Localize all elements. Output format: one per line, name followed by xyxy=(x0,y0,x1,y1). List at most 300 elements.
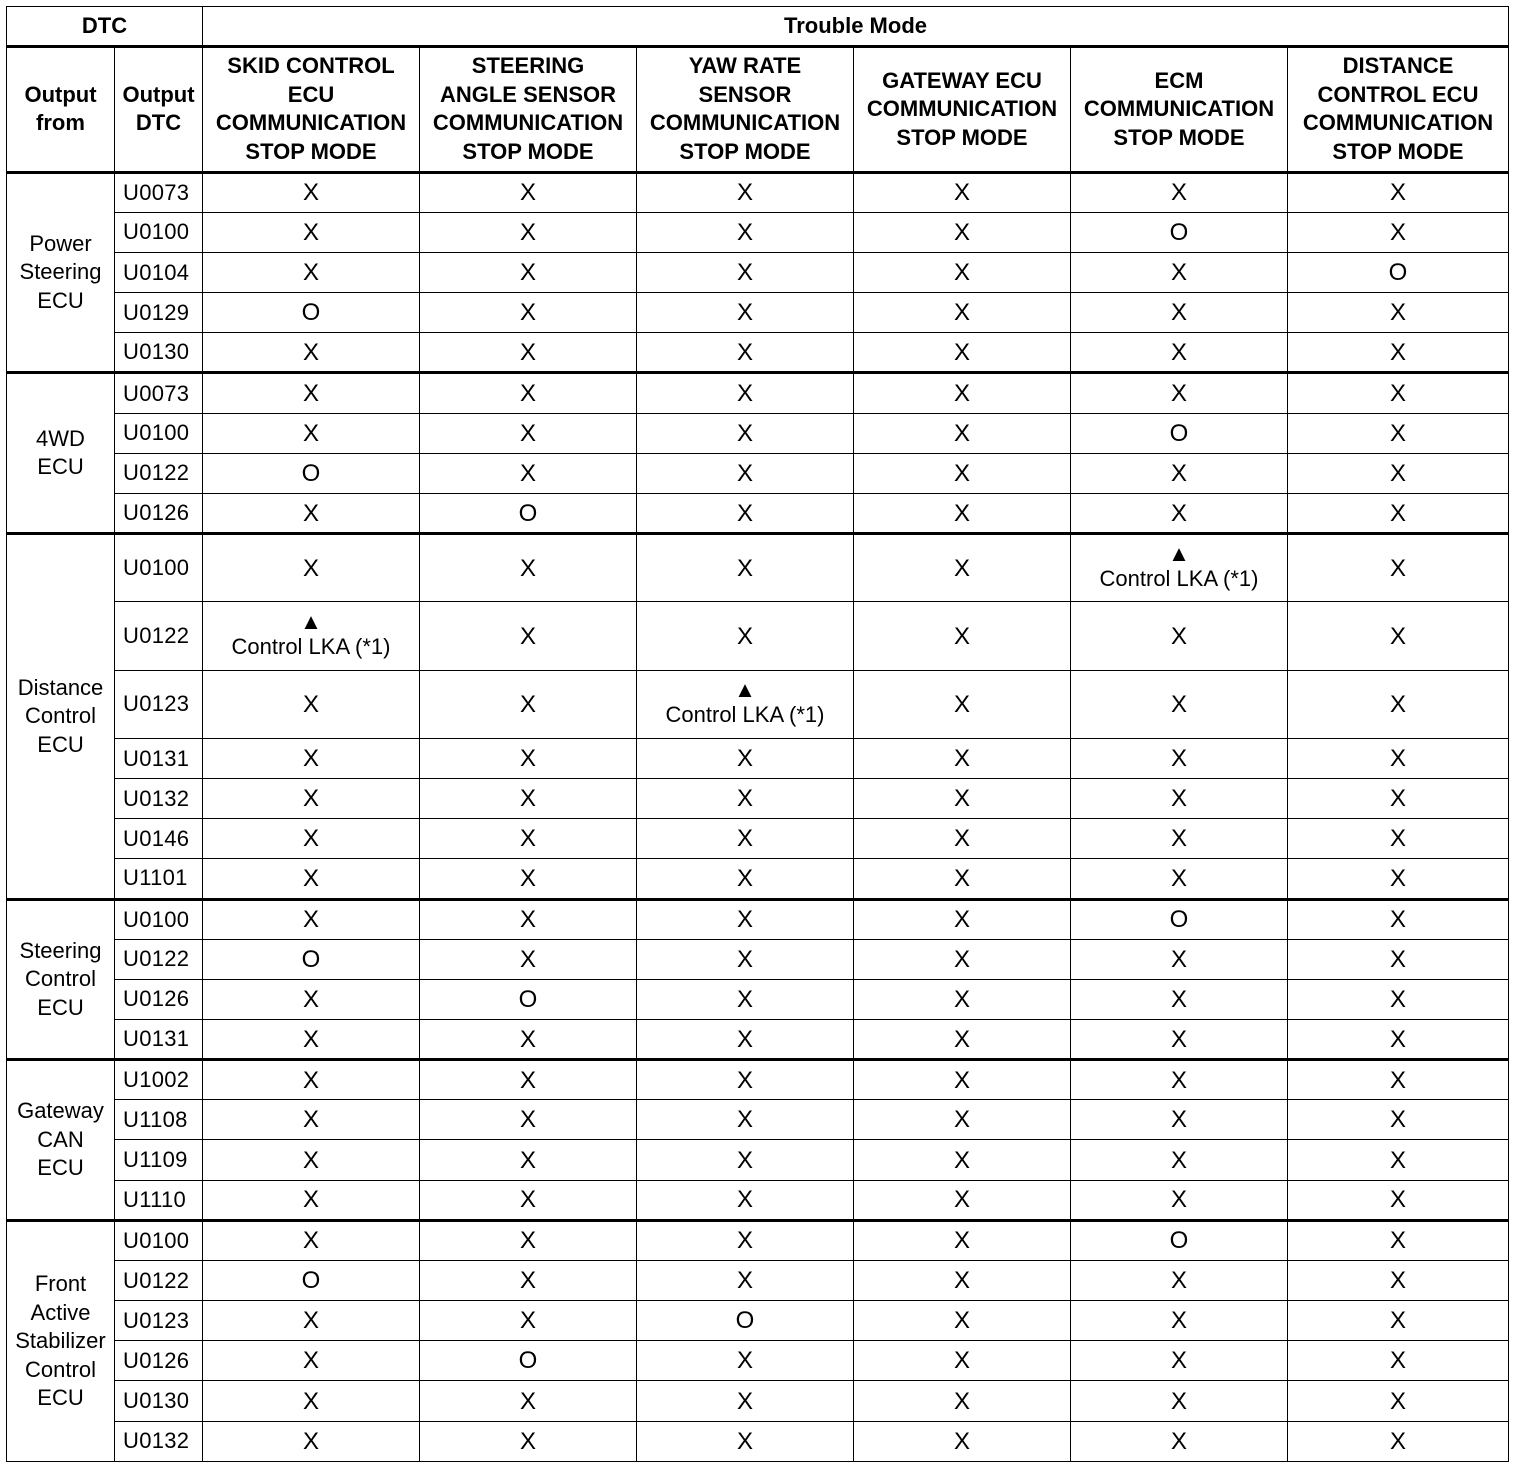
x-mark: X xyxy=(302,1427,319,1455)
x-mark: X xyxy=(736,259,753,287)
x-mark: X xyxy=(736,825,753,853)
x-mark: X xyxy=(519,1307,536,1335)
x-mark: X xyxy=(736,1387,753,1415)
x-mark: X xyxy=(736,338,753,366)
mode-cell xyxy=(203,939,420,979)
mode-cell xyxy=(1071,1020,1288,1060)
mode-cell xyxy=(637,1100,854,1140)
mode-cell xyxy=(1288,172,1509,212)
x-mark: X xyxy=(953,906,970,934)
x-mark: X xyxy=(1389,380,1406,408)
mode-cell xyxy=(854,1100,1071,1140)
mode-cell xyxy=(637,859,854,899)
mode-cell xyxy=(420,413,637,453)
text-line: Steering xyxy=(19,937,102,963)
cell-note: Control LKA (*1) xyxy=(1099,566,1259,592)
triangle-icon: ▲ xyxy=(734,677,756,703)
dtc-code-cell: U0100 xyxy=(115,1220,203,1260)
table-body xyxy=(7,7,1509,1462)
table-row xyxy=(7,670,1509,738)
mode-header-2 xyxy=(420,47,637,173)
x-mark: X xyxy=(1389,1307,1406,1335)
dtc-code-cell: U0073 xyxy=(115,172,203,212)
x-mark: X xyxy=(953,1307,970,1335)
x-mark: X xyxy=(1170,259,1187,287)
text-line: Control xyxy=(25,1356,96,1382)
x-mark: X xyxy=(519,1025,536,1053)
x-mark: X xyxy=(302,1387,319,1415)
mode-cell xyxy=(203,779,420,819)
mode-cell xyxy=(854,899,1071,939)
dtc-header: DTC xyxy=(7,7,203,47)
x-mark: X xyxy=(736,1427,753,1455)
x-mark: X xyxy=(1170,499,1187,527)
x-mark: X xyxy=(736,499,753,527)
mode-cell xyxy=(203,373,420,413)
table-row xyxy=(7,373,1509,413)
mode-header-4 xyxy=(854,47,1071,173)
mode-cell xyxy=(203,453,420,493)
text-line: 4WD xyxy=(36,425,85,451)
x-mark: X xyxy=(302,1227,319,1255)
x-mark: X xyxy=(519,259,536,287)
text-line: Control xyxy=(25,703,96,729)
x-mark: X xyxy=(519,622,536,650)
mode-cell xyxy=(854,453,1071,493)
mode-cell xyxy=(854,493,1071,533)
mode-cell xyxy=(203,670,420,738)
mode-cell xyxy=(854,293,1071,333)
mode-cell xyxy=(1288,1060,1509,1100)
x-mark: X xyxy=(1389,906,1406,934)
text-line: Output xyxy=(122,81,195,107)
mode-cell xyxy=(637,1381,854,1421)
x-mark: X xyxy=(302,259,319,287)
mode-cell xyxy=(1288,413,1509,453)
mode-cell xyxy=(854,779,1071,819)
mode-cell xyxy=(1071,534,1288,602)
text-line: ECU xyxy=(37,731,84,757)
mode-cell xyxy=(420,819,637,859)
x-mark: X xyxy=(302,1186,319,1214)
x-mark: X xyxy=(1170,1267,1187,1295)
x-mark: X xyxy=(736,459,753,487)
mode-cell xyxy=(1288,1020,1509,1060)
x-mark: X xyxy=(953,1146,970,1174)
x-mark: X xyxy=(302,1066,319,1094)
x-mark: X xyxy=(736,622,753,650)
mode-cell xyxy=(854,738,1071,778)
x-mark: X xyxy=(953,690,970,718)
mode-cell xyxy=(854,1140,1071,1180)
mode-cell xyxy=(1288,859,1509,899)
x-mark: X xyxy=(736,299,753,327)
mode-cell xyxy=(637,252,854,292)
table-row xyxy=(7,979,1509,1019)
mode-cell xyxy=(1071,1180,1288,1220)
x-mark: X xyxy=(519,380,536,408)
x-mark: X xyxy=(1389,1387,1406,1415)
dtc-code-cell: U0122 xyxy=(115,453,203,493)
x-mark: X xyxy=(736,864,753,892)
text-line: COMMUNICATION xyxy=(1083,96,1275,122)
x-mark: X xyxy=(519,825,536,853)
mode-cell xyxy=(203,819,420,859)
mode-cell xyxy=(1071,779,1288,819)
table-row xyxy=(7,939,1509,979)
text-line: Output xyxy=(24,81,97,107)
x-mark: X xyxy=(1170,1066,1187,1094)
x-mark: X xyxy=(1389,825,1406,853)
x-mark: X xyxy=(953,1387,970,1415)
mode-cell xyxy=(420,453,637,493)
x-mark: X xyxy=(519,906,536,934)
text-line: ECU xyxy=(287,81,335,107)
mode-cell xyxy=(1071,373,1288,413)
dtc-code-cell: U0129 xyxy=(115,293,203,333)
mode-cell xyxy=(203,493,420,533)
mode-cell xyxy=(637,293,854,333)
x-mark: X xyxy=(736,1146,753,1174)
mode-cell xyxy=(1071,819,1288,859)
mode-cell xyxy=(854,212,1071,252)
x-mark: X xyxy=(953,1066,970,1094)
circle-mark: O xyxy=(735,1307,755,1335)
output-from-cell xyxy=(7,172,115,373)
x-mark: X xyxy=(1389,1025,1406,1053)
mode-cell xyxy=(1071,670,1288,738)
mode-cell xyxy=(1288,373,1509,413)
text-line: Active xyxy=(30,1299,91,1325)
dtc-code-cell: U0122 xyxy=(115,602,203,670)
mode-cell xyxy=(854,859,1071,899)
x-mark: X xyxy=(519,1106,536,1134)
x-mark: X xyxy=(1389,1186,1406,1214)
header-row-columns xyxy=(7,47,1509,173)
mode-cell xyxy=(854,172,1071,212)
x-mark: X xyxy=(302,1146,319,1174)
dtc-code-cell: U0126 xyxy=(115,1341,203,1381)
x-mark: X xyxy=(519,419,536,447)
x-mark: X xyxy=(736,1025,753,1053)
mode-cell xyxy=(637,979,854,1019)
x-mark: X xyxy=(519,1387,536,1415)
x-mark: X xyxy=(736,554,753,582)
mode-cell xyxy=(637,453,854,493)
table-row xyxy=(7,859,1509,899)
trouble-mode-header: Trouble Mode xyxy=(203,7,1509,47)
mode-cell xyxy=(1071,1140,1288,1180)
mode-cell xyxy=(637,1260,854,1300)
x-mark: X xyxy=(1170,690,1187,718)
mode-cell xyxy=(854,1341,1071,1381)
x-mark: X xyxy=(1389,945,1406,973)
mode-cell xyxy=(1288,819,1509,859)
x-mark: X xyxy=(302,690,319,718)
mode-cell xyxy=(1288,779,1509,819)
x-mark: X xyxy=(736,1106,753,1134)
x-mark: X xyxy=(302,419,319,447)
table-row xyxy=(7,212,1509,252)
mode-cell xyxy=(1288,1260,1509,1300)
x-mark: X xyxy=(953,785,970,813)
x-mark: X xyxy=(519,1267,536,1295)
mode-cell xyxy=(203,1180,420,1220)
mode-cell xyxy=(203,212,420,252)
mode-cell xyxy=(1288,979,1509,1019)
mode-cell xyxy=(420,738,637,778)
x-mark: X xyxy=(1170,1307,1187,1335)
mode-cell xyxy=(1288,1341,1509,1381)
mode-cell xyxy=(637,534,854,602)
x-mark: X xyxy=(736,419,753,447)
mode-cell xyxy=(203,738,420,778)
x-mark: X xyxy=(1389,419,1406,447)
x-mark: X xyxy=(1170,1387,1187,1415)
table-row xyxy=(7,819,1509,859)
dtc-code-cell: U1002 xyxy=(115,1060,203,1100)
mode-cell xyxy=(203,1140,420,1180)
x-mark: X xyxy=(1389,179,1406,207)
mode-cell xyxy=(1288,252,1509,292)
x-mark: X xyxy=(302,218,319,246)
x-mark: X xyxy=(302,1347,319,1375)
mode-cell xyxy=(637,738,854,778)
dtc-code-cell: U0131 xyxy=(115,738,203,778)
x-mark: X xyxy=(1389,1106,1406,1134)
table-row xyxy=(7,1140,1509,1180)
mode-cell xyxy=(1288,1140,1509,1180)
text-line: ECU xyxy=(37,994,84,1020)
dtc-code-cell: U1108 xyxy=(115,1100,203,1140)
mode-cell xyxy=(854,1060,1071,1100)
x-mark: X xyxy=(1170,459,1187,487)
table-row xyxy=(7,779,1509,819)
text-line: ECU xyxy=(37,287,84,313)
mode-cell xyxy=(420,1180,637,1220)
mode-cell xyxy=(1071,333,1288,373)
text-line: STOP MODE xyxy=(1113,124,1245,150)
x-mark: X xyxy=(736,380,753,408)
x-mark: X xyxy=(953,945,970,973)
table-row xyxy=(7,293,1509,333)
x-mark: X xyxy=(302,338,319,366)
mode-cell xyxy=(637,373,854,413)
mode-cell xyxy=(1071,979,1288,1019)
x-mark: X xyxy=(1389,1227,1406,1255)
mode-cell xyxy=(420,493,637,533)
mode-cell xyxy=(203,602,420,670)
x-mark: X xyxy=(302,825,319,853)
table-row xyxy=(7,1260,1509,1300)
x-mark: X xyxy=(1389,985,1406,1013)
mode-cell xyxy=(203,252,420,292)
x-mark: X xyxy=(1389,218,1406,246)
table-row xyxy=(7,1100,1509,1140)
table-row xyxy=(7,899,1509,939)
table-row xyxy=(7,453,1509,493)
mode-cell xyxy=(1071,1100,1288,1140)
x-mark: X xyxy=(736,985,753,1013)
output-from-cell xyxy=(7,1060,115,1221)
table-row xyxy=(7,602,1509,670)
mode-cell xyxy=(203,172,420,212)
mode-cell xyxy=(420,172,637,212)
text-line: DISTANCE xyxy=(1342,53,1454,79)
mode-cell xyxy=(203,979,420,1019)
x-mark: X xyxy=(1389,864,1406,892)
x-mark: X xyxy=(519,554,536,582)
mode-cell xyxy=(203,293,420,333)
x-mark: X xyxy=(736,1227,753,1255)
circle-mark: O xyxy=(518,499,538,527)
x-mark: X xyxy=(302,785,319,813)
x-mark: X xyxy=(302,499,319,527)
x-mark: X xyxy=(519,945,536,973)
x-mark: X xyxy=(519,218,536,246)
x-mark: X xyxy=(1170,338,1187,366)
text-line: YAW RATE xyxy=(688,53,802,79)
mode-cell xyxy=(420,979,637,1019)
mode-cell xyxy=(1071,899,1288,939)
x-mark: X xyxy=(953,1025,970,1053)
x-mark: X xyxy=(736,1347,753,1375)
dtc-code-cell: U0126 xyxy=(115,979,203,1019)
mode-cell xyxy=(637,899,854,939)
table-row xyxy=(7,1220,1509,1260)
mode-cell xyxy=(854,534,1071,602)
circle-mark: O xyxy=(301,945,321,973)
mode-cell xyxy=(203,1020,420,1060)
x-mark: X xyxy=(1389,554,1406,582)
mode-cell xyxy=(1071,453,1288,493)
mode-header-3 xyxy=(637,47,854,173)
x-mark: X xyxy=(953,299,970,327)
text-line: GATEWAY ECU xyxy=(882,67,1042,93)
mode-cell xyxy=(1288,1220,1509,1260)
mode-cell xyxy=(420,1421,637,1461)
mode-cell xyxy=(1071,172,1288,212)
mode-cell xyxy=(1071,293,1288,333)
x-mark: X xyxy=(1389,499,1406,527)
mode-cell xyxy=(420,252,637,292)
text-line: STEERING xyxy=(471,53,585,79)
dtc-code-cell: U0104 xyxy=(115,252,203,292)
text-line: Front xyxy=(34,1271,87,1297)
header-row-top xyxy=(7,7,1509,47)
x-mark: X xyxy=(736,906,753,934)
x-mark: X xyxy=(1170,380,1187,408)
output-from-cell xyxy=(7,534,115,899)
mode-cell xyxy=(1071,738,1288,778)
table-row xyxy=(7,1020,1509,1060)
mode-cell xyxy=(1288,670,1509,738)
mode-cell xyxy=(420,293,637,333)
x-mark: X xyxy=(953,1347,970,1375)
circle-mark: O xyxy=(1169,419,1189,447)
x-mark: X xyxy=(953,745,970,772)
output-from-cell xyxy=(7,899,115,1060)
mode-cell xyxy=(420,212,637,252)
x-mark: X xyxy=(1170,1106,1187,1134)
mode-cell xyxy=(637,333,854,373)
dtc-code-cell: U0100 xyxy=(115,899,203,939)
mode-cell xyxy=(203,1301,420,1341)
x-mark: X xyxy=(953,864,970,892)
mode-cell xyxy=(420,670,637,738)
x-mark: X xyxy=(1170,299,1187,327)
mode-cell xyxy=(1288,212,1509,252)
x-mark: X xyxy=(1389,785,1406,813)
dtc-code-cell: U1110 xyxy=(115,1180,203,1220)
table-row xyxy=(7,1381,1509,1421)
table-row xyxy=(7,493,1509,533)
x-mark: X xyxy=(1389,338,1406,366)
mode-cell xyxy=(1288,899,1509,939)
table-row xyxy=(7,1180,1509,1220)
x-mark: X xyxy=(302,906,319,934)
text-line: Gateway xyxy=(17,1098,104,1124)
mode-cell xyxy=(637,1341,854,1381)
mode-cell xyxy=(1071,212,1288,252)
mode-cell xyxy=(854,1421,1071,1461)
dtc-code-cell: U0100 xyxy=(115,413,203,453)
mode-cell xyxy=(1288,1180,1509,1220)
text-line: Stabilizer xyxy=(15,1328,106,1354)
x-mark: X xyxy=(1389,1347,1406,1375)
text-line: Power xyxy=(29,230,92,256)
mode-cell xyxy=(203,1060,420,1100)
mode-cell xyxy=(1288,602,1509,670)
mode-cell xyxy=(420,534,637,602)
x-mark: X xyxy=(953,1227,970,1255)
x-mark: X xyxy=(519,745,536,772)
mode-cell xyxy=(637,1220,854,1260)
x-mark: X xyxy=(953,1267,970,1295)
mode-cell xyxy=(420,602,637,670)
circle-mark: O xyxy=(518,985,538,1013)
dtc-code-cell: U0131 xyxy=(115,1020,203,1060)
mode-cell xyxy=(420,939,637,979)
mode-cell xyxy=(1288,333,1509,373)
table-row xyxy=(7,252,1509,292)
table-row xyxy=(7,413,1509,453)
table-row xyxy=(7,738,1509,778)
text-line: COMMUNICATION xyxy=(649,110,841,136)
text-line: STOP MODE xyxy=(1332,138,1464,164)
x-mark: X xyxy=(302,1025,319,1053)
x-mark: X xyxy=(953,338,970,366)
mode-cell xyxy=(854,252,1071,292)
circle-mark: O xyxy=(518,1347,538,1375)
output-dtc-header xyxy=(115,47,203,173)
mode-cell xyxy=(1288,293,1509,333)
mode-cell xyxy=(637,172,854,212)
x-mark: X xyxy=(1389,1146,1406,1174)
x-mark: X xyxy=(302,1307,319,1335)
text-line: ECM xyxy=(1154,67,1204,93)
x-mark: X xyxy=(1389,1267,1406,1295)
mode-cell xyxy=(1288,1421,1509,1461)
table-row xyxy=(7,1421,1509,1461)
mode-cell xyxy=(420,1341,637,1381)
mode-cell xyxy=(203,859,420,899)
x-mark: X xyxy=(519,785,536,813)
x-mark: X xyxy=(953,459,970,487)
mode-cell xyxy=(420,899,637,939)
text-line: COMMUNICATION xyxy=(1302,110,1494,136)
mode-cell xyxy=(203,1100,420,1140)
